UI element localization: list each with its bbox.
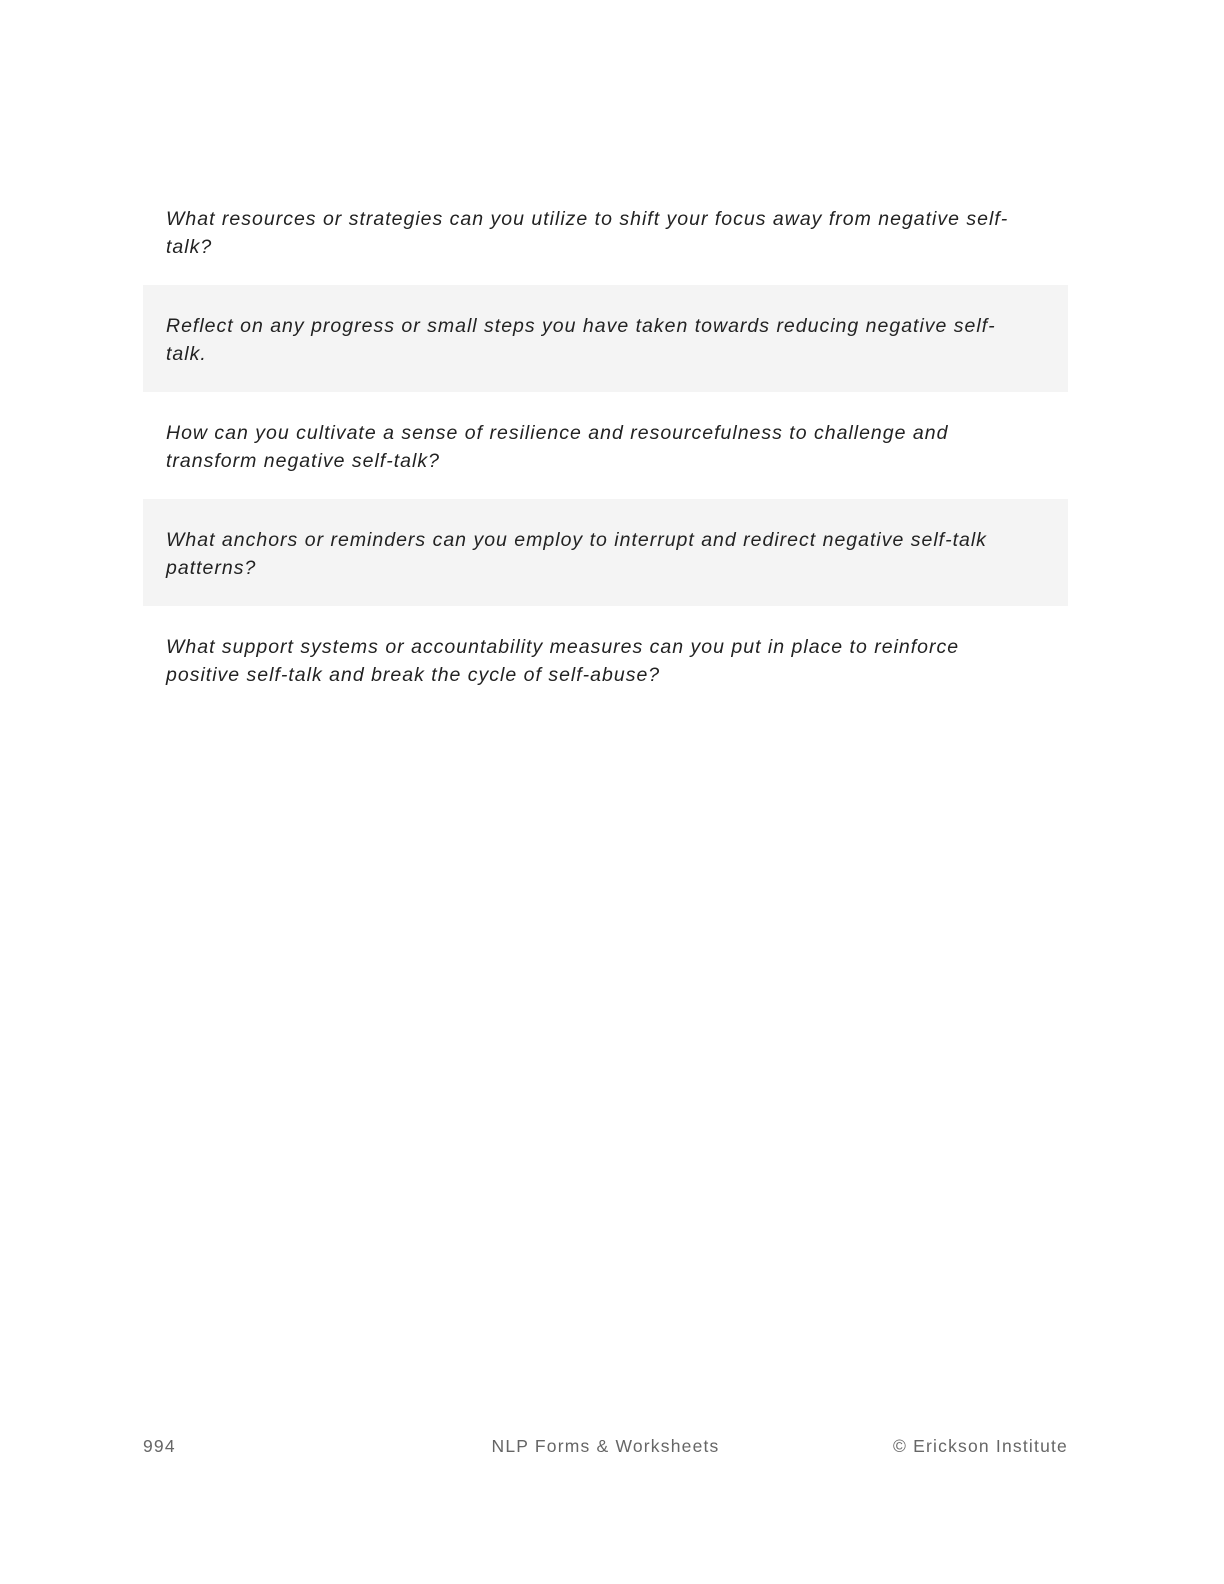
question-text: What resources or strategies can you utilize to shift your focus away from negative self-talk? (166, 208, 1009, 258)
question-row (143, 285, 1068, 392)
footer-copyright: © Erickson Institute (892, 1436, 1068, 1456)
question-text: How can you cultivate a sense of resilience and resourcefulness to challenge and transform negative self-talk? (166, 422, 949, 472)
question-row (143, 499, 1068, 606)
question-text: What support systems or accountability measures can you put in place to reinforce positive self-talk and break the cycle of self-abuse? (166, 636, 960, 686)
question-row (143, 606, 1068, 713)
question-row (143, 392, 1068, 499)
footer-title: NLP Forms & Worksheets (491, 1436, 720, 1456)
question-list (143, 178, 1068, 713)
question-row (143, 178, 1068, 285)
question-text: What anchors or reminders can you employ to interrupt and redirect negative self-talk patterns? (166, 529, 987, 579)
page-footer (143, 1436, 1068, 1462)
page-number: 994 (143, 1436, 176, 1456)
question-text: Reflect on any progress or small steps you have taken towards reducing negative self-talk. (166, 315, 996, 365)
